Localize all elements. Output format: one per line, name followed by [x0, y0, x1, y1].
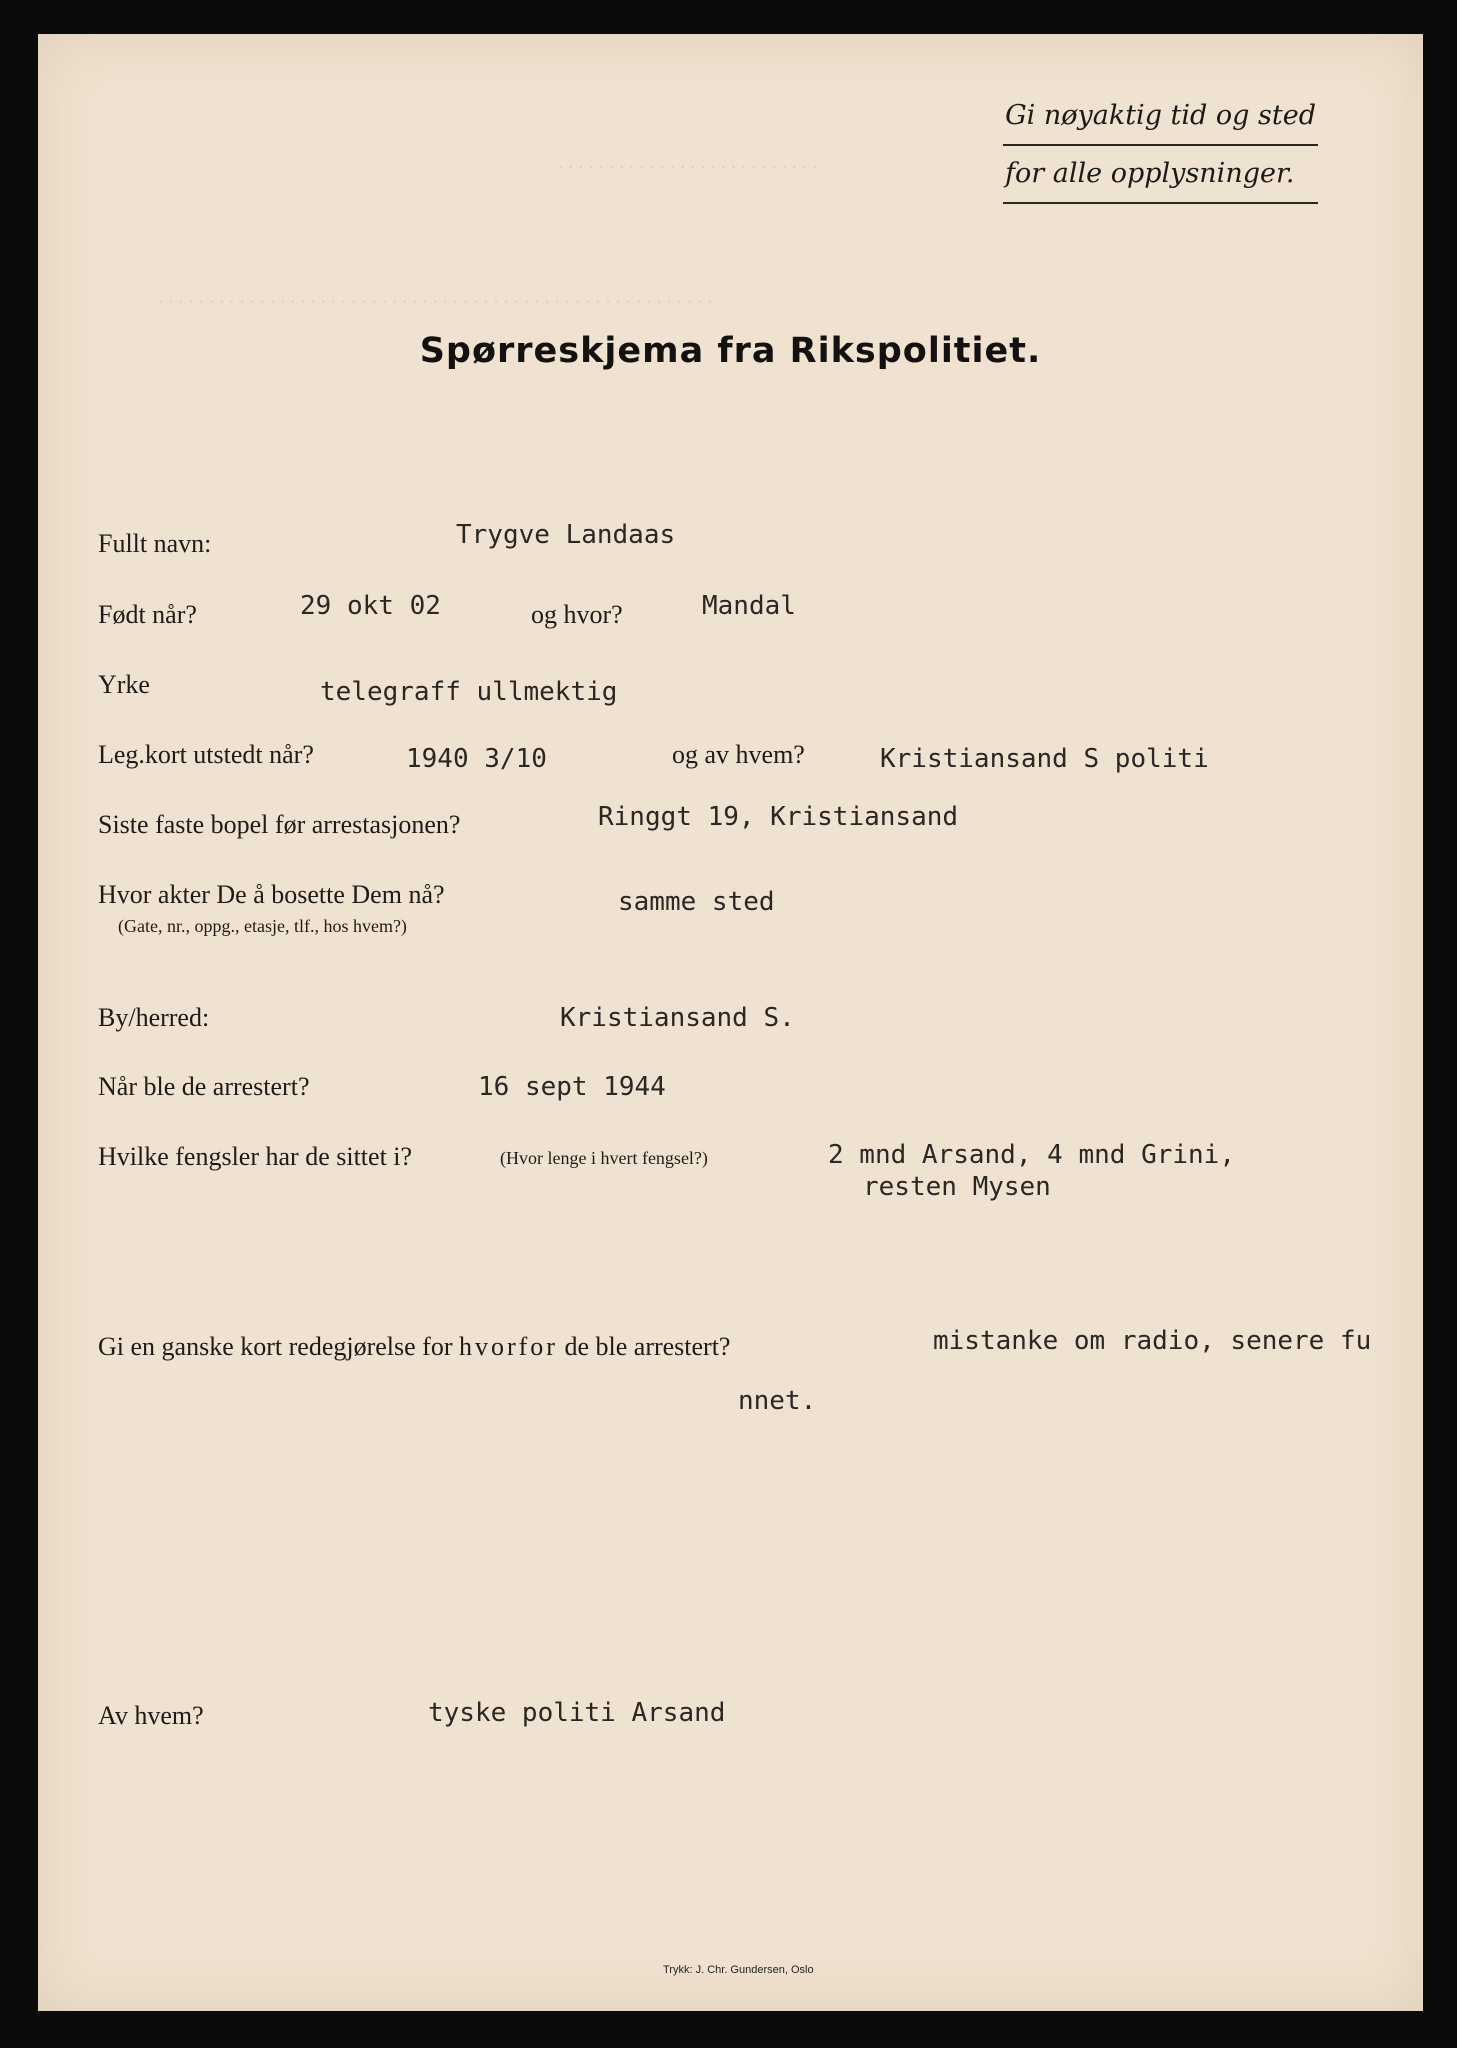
notice-line-2: for alle opplysninger.	[1003, 146, 1318, 204]
town-label: By/herred:	[98, 1003, 210, 1032]
prisons-label: Hvilke fengsler har de sittet i?	[98, 1142, 413, 1171]
prisons-value-2: resten Mysen	[863, 1172, 1051, 1202]
settle-label: Hvor akter De å bosette Dem nå?	[98, 880, 445, 909]
form-sheet	[38, 34, 1423, 2011]
name-label: Fullt navn:	[98, 529, 212, 558]
notice-line-1: Gi nøyaktig tid og sted	[1003, 88, 1318, 146]
idcard-by-label: og av hvem?	[672, 740, 805, 769]
idcard-label: Leg.kort utstedt når?	[98, 740, 314, 769]
reason-value-1: mistanke om radio, senere fu	[933, 1326, 1372, 1356]
residence-label: Siste faste bopel før arrestasjonen?	[98, 810, 461, 839]
occupation-value: telegraff ullmektig	[320, 677, 618, 707]
settle-hint: (Gate, nr., oppg., etasje, tlf., hos hvem?)	[118, 916, 407, 936]
form-title: Spørreskjema fra Rikspolitiet.	[419, 331, 1042, 371]
prisons-value-1: 2 mnd Arsand, 4 mnd Grini,	[828, 1140, 1235, 1170]
printer-footer: Trykk: J. Chr. Gundersen, Oslo	[663, 1964, 814, 1976]
by-whom-label: Av hvem?	[98, 1701, 204, 1730]
bleed-through-text: · · · · · · · · · · · · · · · · · · · · · · · · · · · · · · · · · · · · · · · · · · · · · · · · · · · · · · ·	[158, 292, 713, 311]
by-whom-value: tyske politi Arsand	[428, 1698, 726, 1728]
bleed-through-text: · · · · · · · · · · · · · · · · · · · · · · · · · ·	[558, 158, 818, 177]
reason-label-c: de ble arrestert?	[564, 1332, 731, 1361]
town-value: Kristiansand S.	[560, 1003, 795, 1033]
name-value: Trygve Landaas	[456, 520, 676, 550]
instruction-notice	[1003, 88, 1318, 204]
prisons-hint: (Hvor lenge i hvert fengsel?)	[500, 1148, 708, 1168]
settle-value: samme sted	[618, 887, 775, 917]
reason-label	[98, 1332, 730, 1362]
born-where-value: Mandal	[702, 591, 796, 621]
residence-value: Ringgt 19, Kristiansand	[598, 802, 959, 832]
born-where-label: og hvor?	[531, 600, 623, 629]
reason-label-a: Gi en ganske kort redegjørelse for	[98, 1332, 453, 1361]
reason-value-2: nnet.	[738, 1386, 817, 1416]
arrested-label: Når ble de arrestert?	[98, 1072, 310, 1101]
idcard-by-value: Kristiansand S politi	[880, 744, 1209, 774]
idcard-value: 1940 3/10	[406, 744, 547, 774]
arrested-value: 16 sept 1944	[478, 1072, 666, 1102]
occupation-label: Yrke	[98, 670, 150, 699]
reason-label-b: hvorfor	[458, 1332, 558, 1361]
born-date-value: 29 okt 02	[300, 591, 441, 621]
born-label: Født når?	[98, 600, 197, 629]
